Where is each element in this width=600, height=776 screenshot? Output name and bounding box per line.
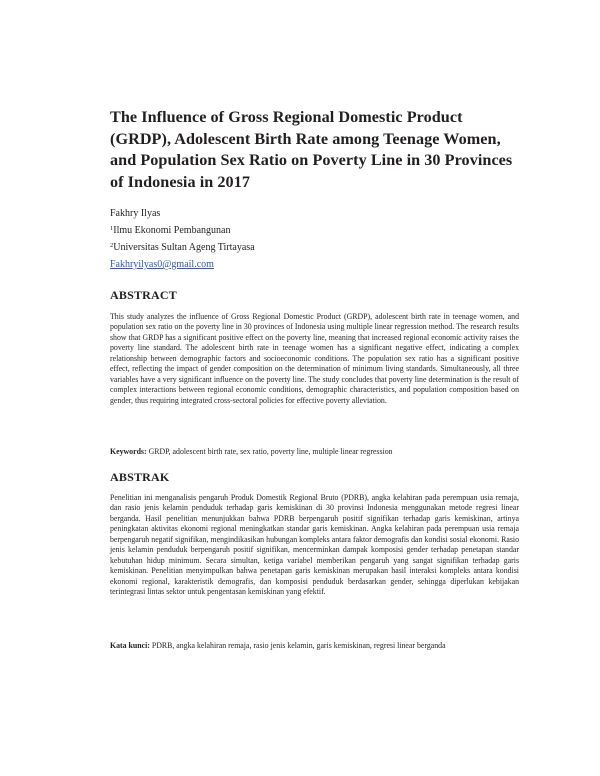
- keywords-label: Keywords:: [110, 447, 147, 456]
- abstract-keywords: [110, 447, 530, 457]
- keywords-value: GRDP, adolescent birth rate, sex ratio, poverty line, multiple linear regression: [148, 447, 393, 456]
- affiliation-1: [110, 222, 510, 239]
- affiliation-2-name: Universitas Sultan Ageng Tirtayasa: [113, 242, 255, 253]
- abstrak-heading: ABSTRAK: [110, 470, 170, 484]
- author-email-link[interactable]: Fakhryilyas0@gmail.com: [110, 259, 214, 270]
- abstrak-text: Penelitian ini menganalisis pengaruh Produk Domestik Regional Bruto (PDRB), angka kelahiran pada perempuan usia remaja, dan rasio jenis kelamin penduduk terhadap garis kemiskinan di 30 provinsi Indonesia menggunakan metode regresi linear berganda. Hasil penelitian menunjukkan bahwa PDRB berpengaruh positif signifikan terhadap garis kemiskinan, artinya peningkatan aktivitas ekonomi regional meningkatkan standar garis kemiskinan. Angka kelahiran pada perempuan usia remaja berpengaruh negatif signifikan, mengindikasikan hubungan kompleks antara faktor demografis dan kondisi sosial ekonomi. Rasio jenis kelamin penduduk berpengaruh positif signifikan, mencerminkan dampak komposisi gender terhadap penetapan standar kebutuhan hidup minimum. Secara simultan, ketiga variabel memberikan pengaruh yang sangat signifikan terhadap garis kemiskinan. Penelitian menyimpulkan bahwa penetapan garis kemiskinan merupakan hasil interaksi kompleks antara kondisi ekonomi regional, karakteristik demografis, dan komposisi penduduk berdasarkan gender, sehingga diperlukan kebijakan terintegrasi lintas sektor untuk pengentasan kemiskinan yang efektif.: [110, 493, 519, 597]
- affiliation-2-mark: 2: [110, 242, 114, 249]
- affiliation-1-name: Ilmu Ekonomi Pembangunan: [113, 225, 231, 236]
- abstract-text: This study analyzes the influence of Gross Regional Domestic Product (GRDP), adolescent birth rate in teenage women, and population sex ratio on the poverty line in 30 provinces of Indonesia using multiple linear regression method. The research results show that GRDP has a significant positive effect on the poverty line, meaning that increased regional economic activity raises the poverty line standard. The adolescent birth rate in teenage women has a significant negative effect, indicating a complex relationship between demographic factors and socioeconomic conditions. The population sex ratio has a significant positive effect, reflecting the impact of gender composition on the determination of minimum living standards. Simultaneously, all three variables have a very significant influence on the poverty line. The study concludes that poverty line determination is the result of complex interactions between regional economic conditions, demographic characteristics, and population composition based on gender, thus requiring integrated cross-sectoral policies for effective poverty alleviation.: [110, 312, 519, 405]
- affiliation-2: [110, 239, 510, 256]
- abstract-heading: ABSTRACT: [110, 288, 177, 302]
- author-name: Fakhry Ilyas: [110, 208, 161, 219]
- author-email-line: [110, 256, 510, 273]
- kata-kunci-value: PDRB, angka kelahiran remaja, rasio jenis kelamin, garis kemiskinan, regresi linear berganda: [151, 641, 446, 650]
- paper-title: The Influence of Gross Regional Domestic Product (GRDP), Adolescent Birth Rate among Teenage Women, and Population Sex Ratio on Poverty Line in 30 Provinces of Indonesia in 2017: [110, 108, 513, 191]
- kata-kunci-label: Kata kunci:: [110, 641, 150, 650]
- affiliation-1-mark: 1: [110, 225, 114, 232]
- author-block: [110, 205, 510, 273]
- abstrak-keywords: [110, 641, 530, 651]
